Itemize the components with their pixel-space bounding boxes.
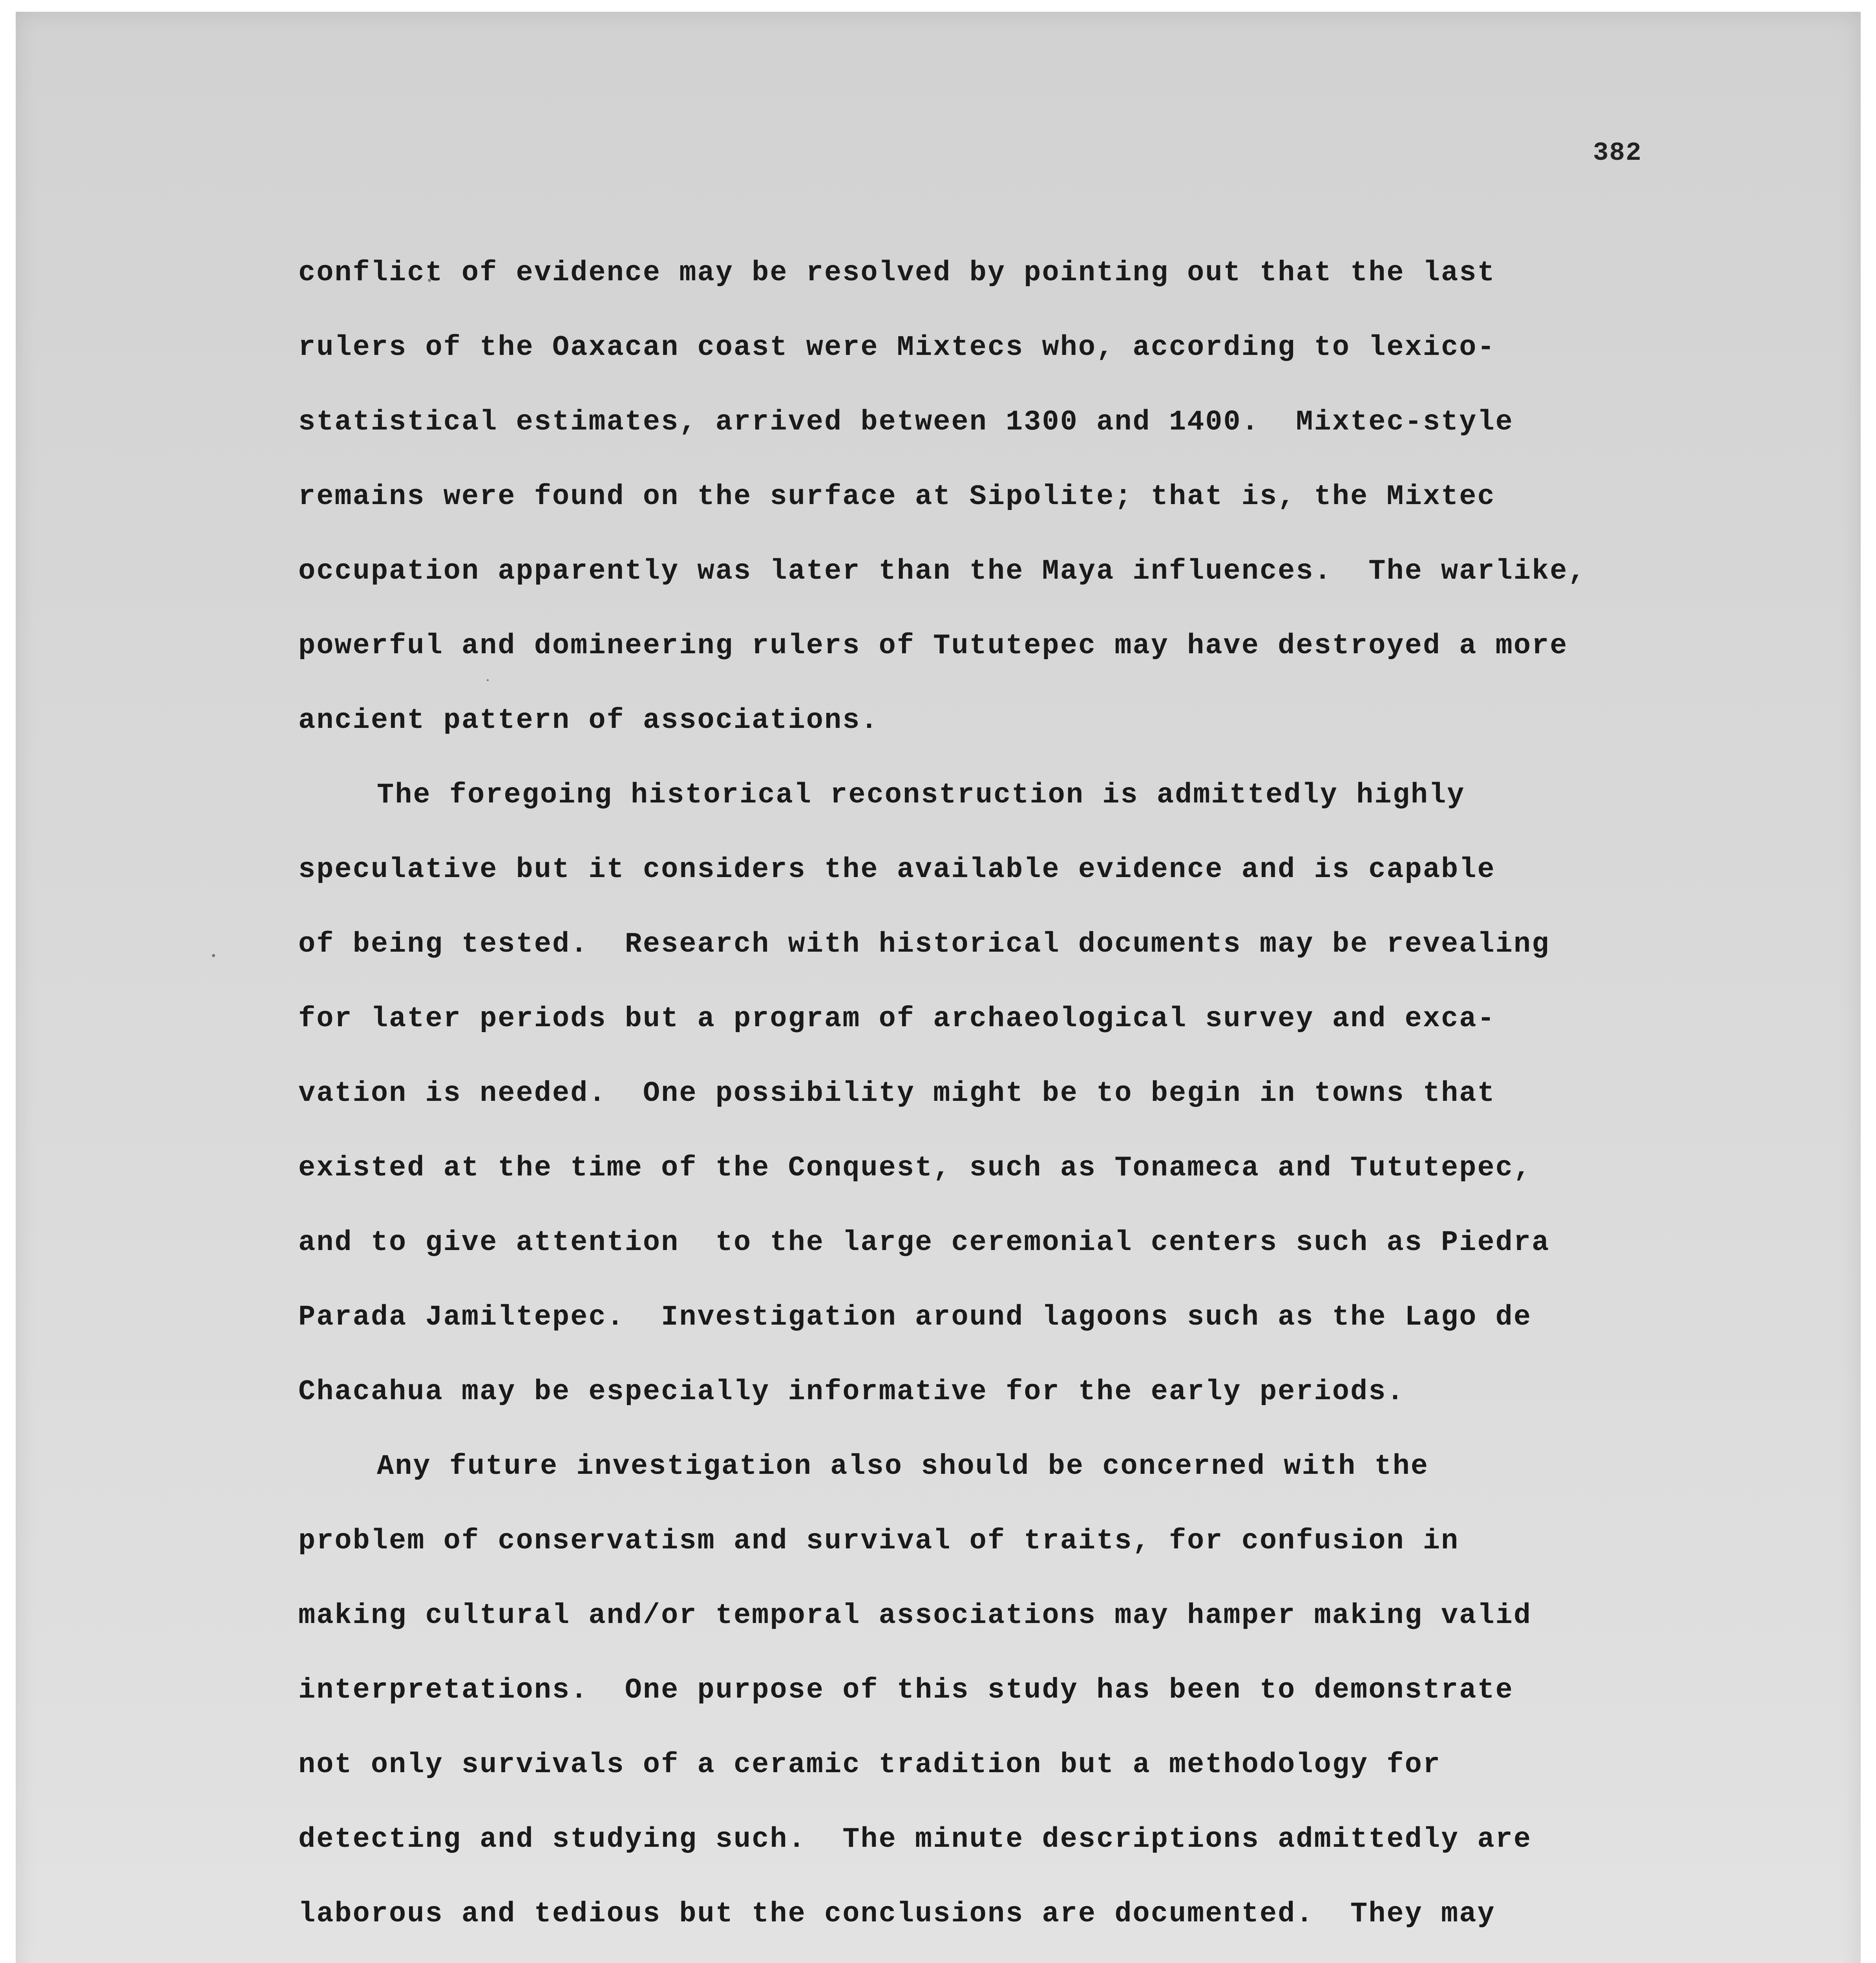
text-line: existed at the time of the Conquest, such as Tonameca and Tututepec,	[298, 1152, 1532, 1184]
text-line: statistical estimates, arrived between 1300 and 1400. Mixtec-style	[298, 406, 1514, 438]
text-line: powerful and domineering rulers of Tututepec may have destroyed a more	[298, 630, 1568, 662]
text-line: interpretations. One purpose of this study has been to demonstrate	[298, 1674, 1514, 1706]
text-line: and to give attention to the large ceremonial centers such as Piedra	[298, 1226, 1550, 1259]
text-line: The foregoing historical reconstruction is admittedly highly	[377, 779, 1465, 811]
text-line: Chacahua may be especially informative for the early periods.	[298, 1376, 1405, 1408]
text-line: not only survivals of a ceramic tradition but a methodology for	[298, 1749, 1441, 1781]
text-line: detecting and studying such. The minute descriptions admittedly are	[298, 1823, 1532, 1855]
text-line: Parada Jamiltepec. Investigation around lagoons such as the Lago de	[298, 1301, 1532, 1333]
scan-speck	[212, 954, 215, 957]
page-number: 382	[1593, 138, 1642, 168]
text-line: making cultural and/or temporal associations may hamper making valid	[298, 1599, 1532, 1632]
text-line: occupation apparently was later than the Maya influences. The warlike,	[298, 555, 1586, 587]
text-line: ancient pattern of associations.	[298, 704, 879, 737]
text-line: conflict of evidence may be resolved by pointing out that the last	[298, 257, 1496, 289]
text-line: rulers of the Oaxacan coast were Mixtecs who, according to lexico-	[298, 331, 1496, 364]
text-line: problem of conservatism and survival of traits, for confusion in	[298, 1525, 1460, 1557]
text-line: for later periods but a program of archaeological survey and exca-	[298, 1003, 1496, 1035]
text-line: speculative but it considers the available evidence and is capable	[298, 854, 1496, 886]
text-line: laborous and tedious but the conclusions are documented. They may	[298, 1898, 1496, 1930]
text-line: Any future investigation also should be concerned with the	[377, 1450, 1429, 1482]
text-line: of being tested. Research with historical documents may be revealing	[298, 928, 1550, 960]
text-line: vation is needed. One possibility might be to begin in towns that	[298, 1077, 1496, 1109]
body-text	[298, 236, 1696, 1963]
text-line	[298, 1951, 1696, 1963]
text-line: remains were found on the surface at Sipolite; that is, the Mixtec	[298, 481, 1496, 513]
